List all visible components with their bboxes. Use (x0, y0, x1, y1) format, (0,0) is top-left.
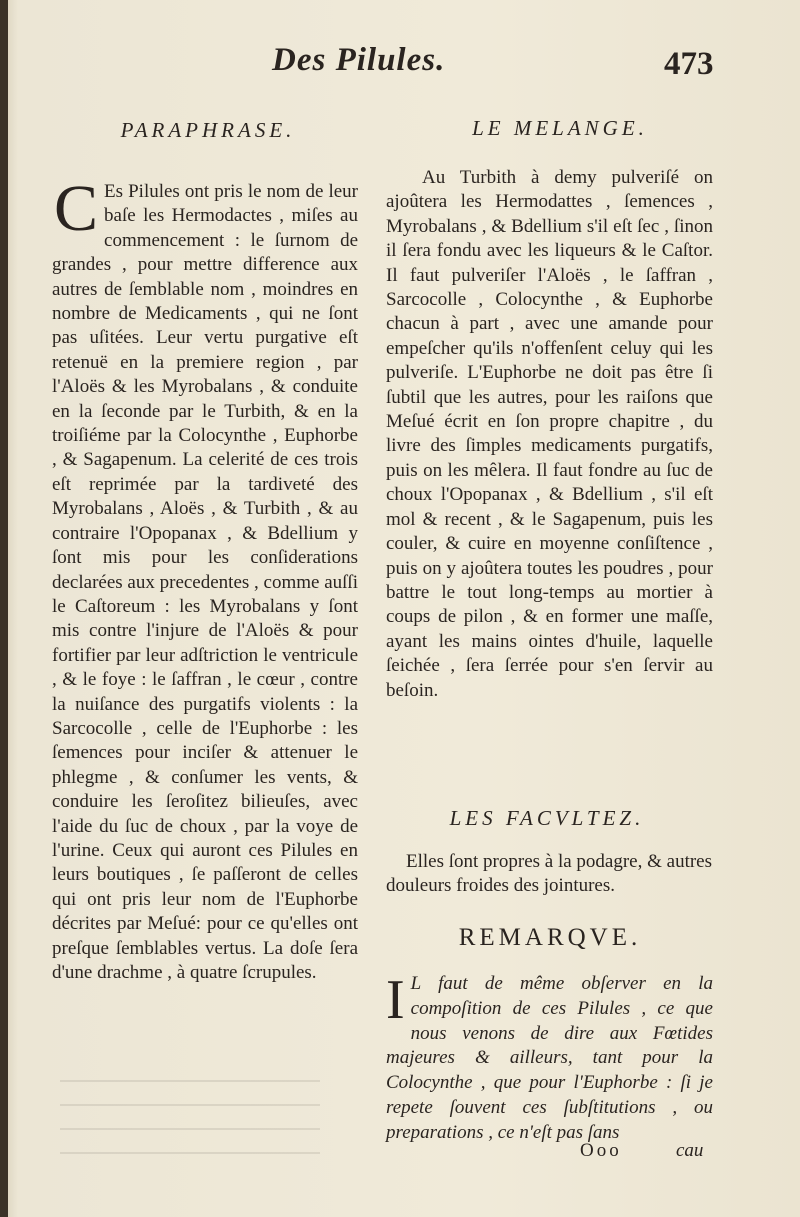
drop-cap: C (54, 172, 99, 245)
catchword: cau (676, 1140, 704, 1161)
remarque-drop-cap: I (386, 969, 405, 1031)
paraphrase-paragraph (52, 172, 358, 985)
binding-gutter (0, 0, 8, 1217)
melange-heading: LE MELANGE. (472, 116, 648, 140)
remarque-column (386, 969, 713, 1146)
paraphrase-column (52, 172, 358, 985)
remarque-text: L faut de même obſerver en la compoſition de ces Pilules , ce que nous venons de dire aux Fœtides majeures & ailleurs, tant pour la Colocynthe , que pour l'Euphorbe : ſi je repete ſouvent ces ſubſtitutions , ou preparations , ce n'eſt pas ſans (386, 973, 713, 1143)
paraphrase-heading: PARAPHRASE. (120, 118, 296, 142)
facultez-heading: LES FACVLTEZ. (449, 806, 645, 830)
remarque-paragraph (386, 969, 713, 1146)
remarque-heading: REMARQVE. (458, 924, 642, 951)
show-through-bleed (60, 1080, 320, 1170)
facultez-column (386, 850, 713, 899)
facultez-text: Elles ſont propres à la podagre, & autres douleurs froides des jointures. (386, 851, 713, 897)
paraphrase-text: Es Pilules ont pris le nom de leur baſe les Hermodactes , miſes au commencement : le ſurnom de grandes , pour mettre difference aux autres de ſemblable nom , moindres en nombre de Medicaments , qui ne ſont pas uſitées. Leur vertu purgative eſt retenuë en la premiere region , par l'Aloës & les Myrobalans , & conduite en la ſeconde par le Turbith, & en la troiſiéme par la Colocynthe , Euphorbe , & Sagapenum. La celerité de ces trois eſt reprimée par la tardiveté des Myrobalans , Aloës , & Turbith , & au contraire l'Opopanax , & Bdellium y ſont mis pour les conſiderations declarées aux precedentes , comme auſſi le Caſtoreum : les Myrobalans y ſont mis contre l'injure de l'Aloës & pour fortifier par leur adſtriction le ventricule , & le foye : le ſaffran , le cœur , contre la nuiſance des purgatifs violents : la Sarcocolle , celle de l'Euphorbe : les ſemences pour inciſer & attenuer le phlegme , & conſumer les vents, & conduire les ſeroſitez bilieuſes, avec l'aide du ſuc de choux , par la voye de l'urine. Ceux qui auront ces Pilules en leurs boutiques , ſe paſſeront de celles qui ont pris leur nom de l'Euphorbe décrites par Meſué: pour ce qu'elles ont preſque ſemblables vertus. La doſe ſera d'une drachme , à quatre ſcrupules. (52, 181, 358, 983)
melange-column (386, 166, 713, 703)
melange-text: Au Turbith à demy pulveriſé on ajoûtera les Hermodattes , ſemences , Myrobalans , & Bdellium s'il eſt ſec , ſinon il ſera fondu avec les liqueurs & le Caſtor. Il faut pulveriſer l'Aloës , le ſaffran , Sarcocolle , Colocynthe , & Euphorbe chacun à part , avec une amande pour empeſcher qu'ils n'offenſent celuy qui les pulveriſe. L'Euphorbe ne doit pas être ſi ſubtil que les autres, pour les raiſons que Meſué écrit en ſon propre chapitre , du livre des ſimples medicaments purgatifs, puis on les mêlera. Il faut fondre au ſuc de choux l'Opopanax , & Bdellium , s'il eſt mol & recent , & le Sagapenum, puis les couler, & cuire en moyenne conſiſtence , puis on y ajoûtera toutes les poudres , pour battre le tout long-temps au mortier à coups de pilon , & en former une maſſe, ayant les mains ointes d'huile, laquelle ſeichée , ſera ſerrée pour s'en ſervir au beſoin. (386, 167, 713, 701)
running-title: Des Pilules. (272, 42, 446, 78)
signature-mark: Ooo (580, 1140, 622, 1161)
page-number: 473 (664, 46, 714, 82)
